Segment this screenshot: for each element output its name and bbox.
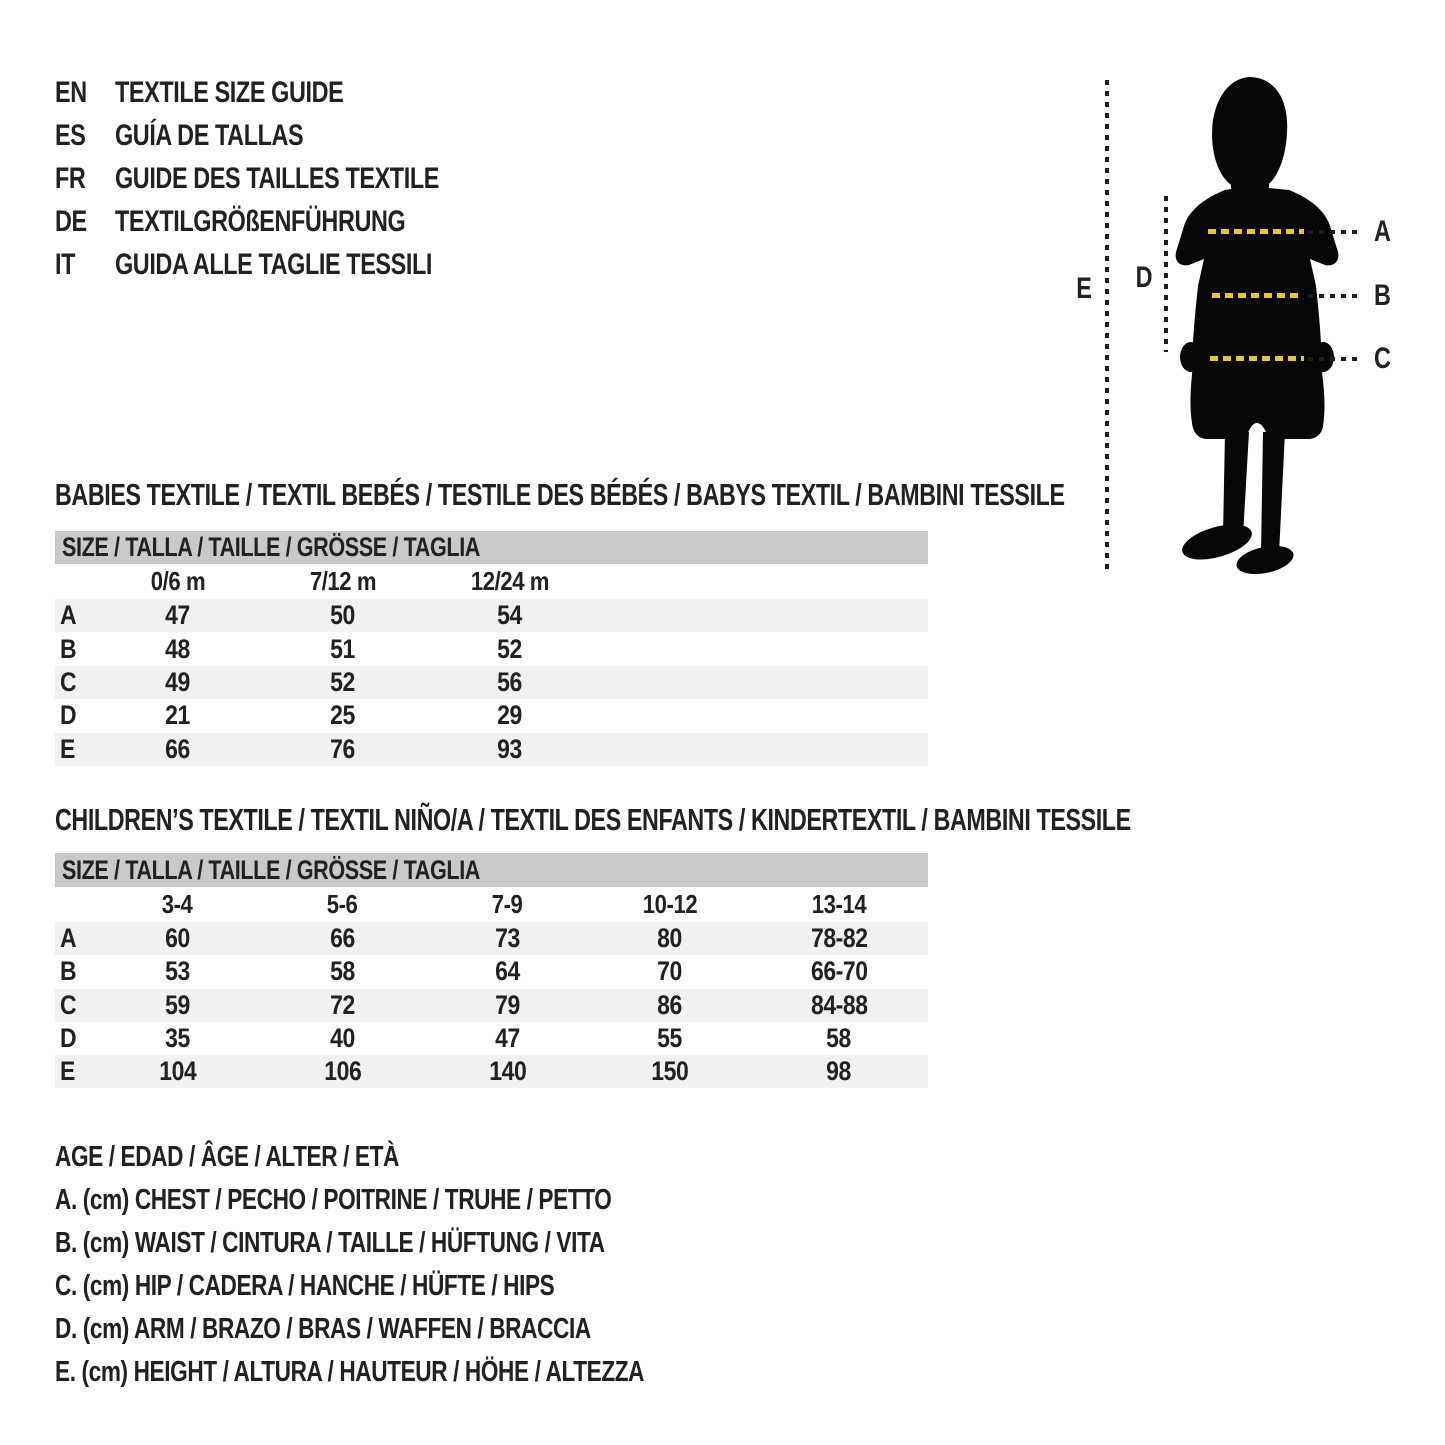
value-cell bbox=[590, 923, 750, 954]
value-cell bbox=[95, 956, 260, 987]
table-cell-text: 56 bbox=[497, 666, 523, 697]
table-cell-text: 98 bbox=[826, 1056, 852, 1087]
table-cell-text: D bbox=[60, 700, 77, 731]
table-cell-text: 48 bbox=[165, 633, 190, 664]
table-cell-text: 150 bbox=[651, 1056, 689, 1087]
table-row bbox=[55, 955, 928, 988]
value-cell bbox=[260, 923, 425, 954]
table-cell-text: 7/12 m bbox=[309, 566, 376, 596]
table-cell-text: 78-82 bbox=[810, 923, 868, 954]
table-cell-text: 51 bbox=[330, 633, 355, 664]
table-cell-text: 47 bbox=[495, 1023, 520, 1054]
table-cell-text: 80 bbox=[657, 923, 683, 954]
chest-line-connector bbox=[1308, 230, 1363, 234]
value-cell bbox=[750, 923, 928, 954]
value-cell bbox=[260, 634, 425, 665]
column-header-cell bbox=[260, 889, 425, 920]
table-cell-text: 106 bbox=[323, 1056, 362, 1087]
row-label-cell bbox=[55, 990, 95, 1021]
value-cell bbox=[260, 990, 425, 1021]
language-line-fr bbox=[55, 157, 530, 200]
hip-line-indicator bbox=[1210, 356, 1304, 361]
table-row bbox=[55, 666, 928, 699]
table-row bbox=[55, 699, 928, 732]
table-column-header-row bbox=[55, 887, 928, 922]
value-cell bbox=[750, 956, 928, 987]
table-cell-text: 54 bbox=[497, 600, 523, 631]
value-cell bbox=[425, 1056, 590, 1087]
row-label-cell bbox=[55, 667, 95, 698]
row-label-cell bbox=[55, 1023, 95, 1054]
row-label-cell bbox=[55, 1056, 95, 1087]
table-cell-text: 47 bbox=[165, 600, 190, 631]
language-line-de bbox=[55, 200, 530, 243]
column-header-cell bbox=[260, 566, 425, 597]
language-line-en bbox=[55, 71, 530, 114]
value-cell bbox=[95, 634, 260, 665]
hip-line-connector bbox=[1308, 357, 1363, 361]
children-table-header-band: SIZE / TALLA / TAILLE / GRÖSSE / TAGLIA bbox=[55, 853, 928, 887]
table-cell-text: 49 bbox=[165, 666, 190, 697]
table-cell-text: C bbox=[60, 666, 77, 697]
value-cell bbox=[425, 923, 590, 954]
value-cell bbox=[260, 700, 425, 731]
value-cell bbox=[590, 1056, 750, 1087]
table-cell-text: 84-88 bbox=[810, 989, 868, 1020]
language-code: DE bbox=[55, 204, 87, 238]
figure-label-chest: A bbox=[1374, 215, 1391, 248]
table-cell-text: 13-14 bbox=[811, 889, 867, 919]
table-row bbox=[55, 1055, 928, 1088]
legend-waist: B. (cm) WAIST / CINTURA / TAILLE / HÜFTUNG / VITA bbox=[55, 1227, 605, 1259]
value-cell bbox=[590, 1023, 750, 1054]
table-cell-text: 66 bbox=[165, 733, 190, 764]
table-cell-text: B bbox=[60, 956, 77, 987]
table-cell-text: B bbox=[60, 633, 77, 664]
table-cell-text: D bbox=[60, 1023, 77, 1054]
column-header-cell bbox=[750, 889, 928, 920]
table-cell-text: 21 bbox=[165, 700, 190, 731]
value-cell bbox=[425, 634, 595, 665]
babies-size-table bbox=[55, 531, 928, 766]
value-cell bbox=[425, 1023, 590, 1054]
table-cell-text: 0/6 m bbox=[150, 566, 205, 596]
language-code: IT bbox=[55, 247, 76, 281]
language-code: FR bbox=[55, 161, 86, 195]
value-cell bbox=[590, 956, 750, 987]
row-label-cell bbox=[55, 700, 95, 731]
value-cell bbox=[260, 1023, 425, 1054]
column-header-cell bbox=[590, 889, 750, 920]
value-cell bbox=[425, 700, 595, 731]
table-row bbox=[55, 733, 928, 766]
value-cell bbox=[750, 1056, 928, 1087]
table-cell-text: 52 bbox=[497, 633, 523, 664]
value-cell bbox=[95, 923, 260, 954]
table-cell-text: 73 bbox=[495, 923, 520, 954]
table-cell-text: 52 bbox=[330, 666, 355, 697]
value-cell bbox=[95, 700, 260, 731]
legend-arm: D. (cm) ARM / BRAZO / BRAS / WAFFEN / BRACCIA bbox=[55, 1313, 591, 1345]
table-cell-text: 40 bbox=[330, 1023, 355, 1054]
table-cell-text: E bbox=[60, 733, 75, 764]
children-size-table bbox=[55, 853, 928, 1088]
language-title-list bbox=[55, 71, 530, 286]
table-cell-text: 66 bbox=[330, 923, 355, 954]
language-line-es bbox=[55, 114, 530, 157]
value-cell bbox=[260, 734, 425, 765]
waist-line-indicator bbox=[1212, 293, 1302, 298]
figure-label-height: E bbox=[1076, 272, 1092, 305]
table-cell-text: 58 bbox=[826, 1023, 852, 1054]
table-cell-text: 93 bbox=[497, 733, 523, 764]
table-cell-text: 60 bbox=[165, 923, 190, 954]
table-cell-text: 58 bbox=[330, 956, 355, 987]
figure-label-arm: D bbox=[1135, 261, 1152, 294]
table-row bbox=[55, 922, 928, 955]
table-cell-text: C bbox=[60, 989, 77, 1020]
legend-height: E. (cm) HEIGHT / ALTURA / HAUTEUR / HÖHE / ALTEZZA bbox=[55, 1356, 645, 1388]
table-cell-text: 70 bbox=[657, 956, 683, 987]
column-header-cell bbox=[425, 566, 595, 597]
table-cell-text: 5-6 bbox=[327, 889, 358, 919]
row-label-cell bbox=[55, 956, 95, 987]
table-cell-text: 72 bbox=[330, 989, 355, 1020]
column-header-cell bbox=[95, 889, 260, 920]
value-cell bbox=[590, 990, 750, 1021]
value-cell bbox=[750, 1023, 928, 1054]
table-cell-text: 25 bbox=[330, 700, 355, 731]
guide-title-de: TEXTILGRÖßENFÜHRUNG bbox=[115, 204, 406, 238]
column-header-cell bbox=[425, 889, 590, 920]
table-cell-text: 53 bbox=[165, 956, 190, 987]
babies-table-header-band: SIZE / TALLA / TAILLE / GRÖSSE / TAGLIA bbox=[55, 531, 928, 564]
value-cell bbox=[95, 600, 260, 631]
value-cell bbox=[425, 667, 595, 698]
value-cell bbox=[95, 1023, 260, 1054]
table-cell-text: 76 bbox=[330, 733, 355, 764]
legend-chest: A. (cm) CHEST / PECHO / POITRINE / TRUHE / PETTO bbox=[55, 1184, 612, 1216]
row-label-cell bbox=[55, 634, 95, 665]
table-cell-text: A bbox=[60, 923, 77, 954]
children-section-title: CHILDREN’S TEXTILE / TEXTIL NIÑO/A / TEXTIL DES ENFANTS / KINDERTEXTIL / BAMBINI TESSILE bbox=[55, 802, 1131, 837]
value-cell bbox=[260, 956, 425, 987]
waist-line-connector bbox=[1308, 294, 1363, 298]
language-line-it bbox=[55, 243, 530, 286]
figure-label-hip: C bbox=[1374, 342, 1391, 375]
legend-age: AGE / EDAD / ÂGE / ALTER / ETÀ bbox=[55, 1141, 399, 1173]
guide-title-en: TEXTILE SIZE GUIDE bbox=[115, 75, 344, 109]
chest-line-indicator bbox=[1208, 229, 1304, 234]
table-cell-text: 7-9 bbox=[492, 889, 523, 919]
value-cell bbox=[95, 667, 260, 698]
value-cell bbox=[425, 956, 590, 987]
table-cell-text: 10-12 bbox=[642, 889, 698, 919]
table-row bbox=[55, 1022, 928, 1055]
value-cell bbox=[425, 990, 590, 1021]
table-cell-text: 55 bbox=[657, 1023, 683, 1054]
guide-title-es: GUÍA DE TALLAS bbox=[115, 118, 304, 152]
table-cell-text: 104 bbox=[158, 1056, 197, 1087]
table-column-header-row bbox=[55, 564, 928, 599]
table-row bbox=[55, 632, 928, 665]
value-cell bbox=[95, 734, 260, 765]
table-cell-text: 59 bbox=[165, 989, 190, 1020]
babies-section-title: BABIES TEXTILE / TEXTIL BEBÉS / TESTILE DES BÉBÉS / BABYS TEXTIL / BAMBINI TESSILE bbox=[55, 477, 1065, 512]
table-cell-text: 50 bbox=[330, 600, 355, 631]
row-label-cell bbox=[55, 734, 95, 765]
value-cell bbox=[95, 990, 260, 1021]
table-cell-text: 29 bbox=[497, 700, 523, 731]
row-label-cell bbox=[55, 923, 95, 954]
table-cell-text: E bbox=[60, 1056, 75, 1087]
table-cell-text: 3-4 bbox=[162, 889, 193, 919]
value-cell bbox=[95, 1056, 260, 1087]
value-cell bbox=[260, 1056, 425, 1087]
table-cell-text: A bbox=[60, 600, 77, 631]
legend-hip: C. (cm) HIP / CADERA / HANCHE / HÜFTE / HIPS bbox=[55, 1270, 555, 1302]
figure-label-waist: B bbox=[1374, 279, 1391, 312]
value-cell bbox=[260, 667, 425, 698]
language-code: ES bbox=[55, 118, 86, 152]
column-header-cell bbox=[95, 566, 260, 597]
row-label-cell bbox=[55, 600, 95, 631]
language-code: EN bbox=[55, 75, 87, 109]
value-cell bbox=[750, 990, 928, 1021]
table-cell-text: 140 bbox=[488, 1056, 527, 1087]
value-cell bbox=[425, 600, 595, 631]
value-cell bbox=[260, 600, 425, 631]
guide-title-fr: GUIDE DES TAILLES TEXTILE bbox=[115, 161, 439, 195]
table-row bbox=[55, 599, 928, 632]
value-cell bbox=[425, 734, 595, 765]
table-cell-text: 79 bbox=[495, 989, 520, 1020]
table-cell-text: 66-70 bbox=[810, 956, 868, 987]
table-cell-text: 35 bbox=[165, 1023, 190, 1054]
table-row bbox=[55, 989, 928, 1022]
guide-title-it: GUIDA ALLE TAGLIE TESSILI bbox=[115, 247, 432, 281]
table-cell-text: 86 bbox=[657, 989, 683, 1020]
table-cell-text: 64 bbox=[495, 956, 520, 987]
table-cell-text: 12/24 m bbox=[470, 566, 550, 596]
